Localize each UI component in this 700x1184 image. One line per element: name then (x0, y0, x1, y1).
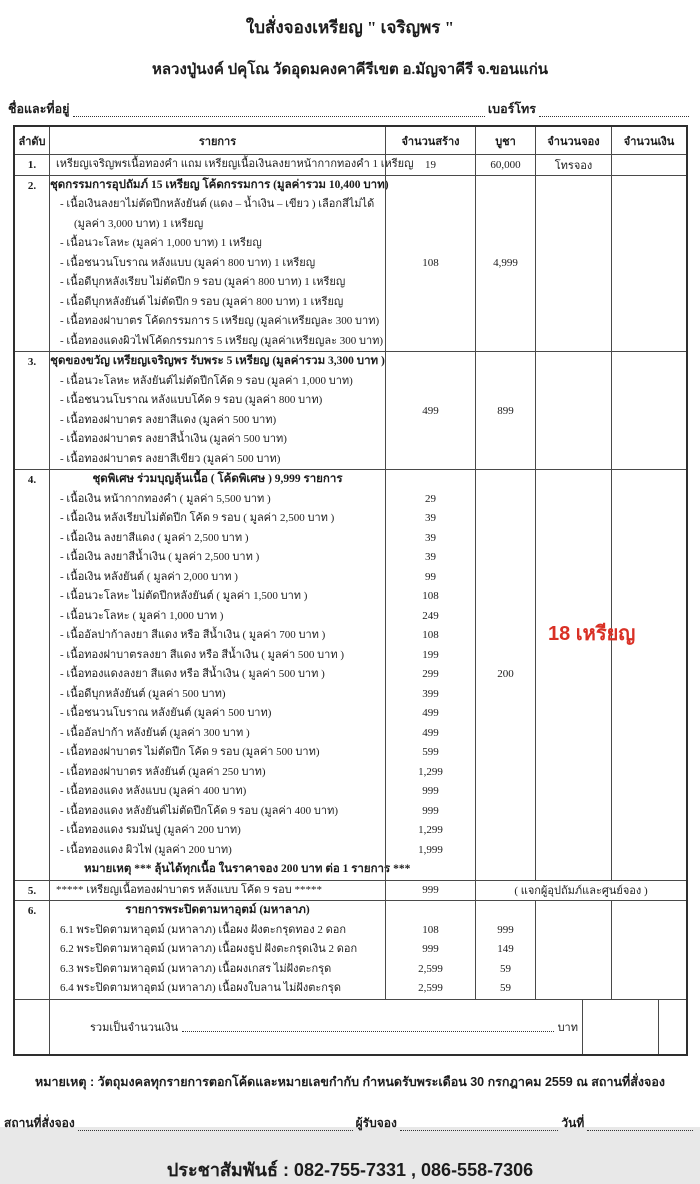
item-line: ชุดพิเศษ ร่วมบุญลุ้นเนื้อ ( โค้ดพิเศษ ) 9,999 รายการ (92, 473, 343, 485)
amount-cell (611, 176, 686, 352)
made-qty-cell: 108 (385, 176, 475, 352)
made-qty-cell (385, 901, 475, 999)
column-header: จำนวนสร้าง (385, 127, 475, 154)
price-value: 59 (500, 962, 511, 975)
price-cell: 60,000 (475, 155, 535, 175)
footer-note: หมายเหตุ : วัตถุมงคลทุกรายการตอกโค้ดและหมายเลขกำกับ กำหนดรับพระเดือน 30 กรกฎาคม 2559 ณ สถานที่สั่งจอง (35, 1074, 665, 1089)
item-line: - เนื้อเงิน หลังยันต์ ( มูลค่า 2,000 บาท ) (60, 570, 238, 583)
item-line: - เนื้อนวะโลหะ ( มูลค่า 1,000 บาท ) (60, 609, 224, 622)
table-row (15, 175, 686, 352)
item-line: - เนื้อทองแดงผิวไฟโค้ดกรรมการ 5 เหรียญ (มูลค่าเหรียญละ 300 บาท) (60, 334, 384, 347)
page-subtitle: หลวงปู่นงค์ ปคุโณ วัดอุดมคงคาคีรีเขต อ.มัญจาคีรี จ.ขอนแก่น (151, 62, 549, 78)
item-line: - เนื้อทองแดง หลังยันต์ไม่ตัดปีกโค้ด 9 รอบ (มูลค่า 400 บาท) (60, 804, 338, 817)
made-qty-value: 39 (425, 531, 436, 544)
name-address-field[interactable] (73, 104, 485, 117)
made-qty-value: 999 (422, 785, 439, 797)
row-number-cell: 5. (27, 884, 37, 897)
item-line: - เนื้อทองฝาบาตร ลงยาสีน้ำเงิน (มูลค่า 500 บาท) (60, 433, 287, 445)
item-line: - เนื้อนวะโลหะ ไม่ตัดปีกหลังยันต์ ( มูลค่า 1,500 บาท ) (60, 590, 308, 602)
made-qty-cell: 999 (385, 881, 475, 901)
price-value (476, 470, 535, 490)
made-qty-value: 1,999 (418, 843, 443, 856)
made-qty-value: 2,599 (418, 962, 443, 975)
item-line: - เนื้อทองแดงลงยา สีแดง หรือ สีน้ำเงิน ( มูลค่า 500 บาท ) (60, 668, 325, 680)
total-empty-cell (658, 1000, 686, 1054)
price-value (476, 685, 535, 705)
table-row (15, 900, 686, 999)
order-qty-cell (535, 176, 611, 352)
column-header: รายการ (49, 127, 385, 154)
item-line: ***** เหรียญเนื้อทองฝาบาตร หลังแบบ โค้ด 9 รอบ ***** (56, 883, 323, 896)
price-value (476, 607, 535, 627)
item-list-cell (49, 352, 385, 469)
item-line: - เนื้อทองฝาบาตร ลงยาสีแดง (มูลค่า 500 บาท) (60, 413, 277, 426)
item-line: หมายเหตุ *** ลุ้นได้ทุกเนื้อ ในราคาจอง 200 บาท ต่อ 1 รายการ *** (84, 863, 411, 875)
phone-field[interactable] (539, 104, 689, 117)
item-line: - เนื้อดีบุกหลังยันต์ ไม่ตัดปีก 9 รอบ (มูลค่า 800 บาท) 1 เหรียญ (60, 295, 344, 308)
item-line: 6.2 พระปิดตามหาอุตม์ (มหาลาภ) เนื้อผงธูป ฝังตะกรุดเงิน 2 ดอก (60, 943, 358, 955)
total-empty-cell (582, 1000, 658, 1054)
row-number-cell: 1. (27, 159, 37, 171)
made-qty-value: 99 (425, 570, 436, 583)
date-field[interactable] (587, 1118, 693, 1131)
item-line: - เนื้อทองฝาบาตร ลงยาสีเขียว (มูลค่า 500 บาท) (60, 452, 281, 465)
made-qty-value: 299 (422, 668, 439, 680)
give-away-note: ( แจกผู้อุปถัมภ์และศูนย์จอง ) (475, 881, 686, 901)
price-value (476, 704, 535, 724)
item-list-cell (49, 155, 414, 175)
phone-label: เบอร์โทร (487, 102, 536, 116)
item-line: - เนื้อชนวนโบราณ หลังแบบโค้ด 9 รอบ (มูลค่า 800 บาท) (60, 394, 323, 406)
item-line: - เนื้อดีบุกหลังยันต์ (มูลค่า 500 บาท) (60, 687, 226, 700)
item-line: - เนื้อทองแดง ผิวไฟ (มูลค่า 200 บาท) (60, 843, 232, 856)
made-qty-value: 399 (422, 687, 439, 700)
column-header: บูชา (475, 127, 535, 154)
receiver-label: ผู้รับจอง (355, 1115, 397, 1130)
item-line: - เนื้ออัลปาก้า หลังยันต์ (มูลค่า 300 บาท ) (60, 726, 250, 739)
made-qty-value: 499 (422, 726, 439, 739)
column-header: จำนวนจอง (535, 127, 611, 154)
item-line: - เนื้อเงิน ลงยาสีน้ำเงิน ( มูลค่า 2,500 บาท ) (60, 551, 260, 563)
item-line: เหรียญเจริญพรเนื้อทองคำ แถม เหรียญเนื้อเงินลงยาหน้ากากทองคำ 1 เหรียญ (56, 158, 414, 170)
made-qty-cell (385, 470, 475, 880)
amount-cell (611, 155, 686, 175)
item-line: - เนื้อชนวนโบราณ หลังยันต์ (มูลค่า 500 บาท) (60, 707, 272, 719)
made-qty-value: 108 (422, 923, 439, 936)
price-value (476, 821, 535, 841)
item-line: (มูลค่า 3,000 บาท) 1 เหรียญ (74, 217, 204, 230)
price-value (476, 782, 535, 802)
name-address-label: ชื่อและที่อยู่ (8, 102, 70, 116)
item-line: - เนื้อชนวนโบราณ หลังแบบ (มูลค่า 800 บาท) 1 เหรียญ (60, 256, 316, 269)
price-value (476, 509, 535, 529)
made-qty-value (386, 470, 475, 490)
made-qty-value: 108 (422, 629, 439, 641)
made-qty-cell: 499 (385, 352, 475, 469)
contact-phone-line: ประชาสัมพันธ์ : 082-755-7331 , 086-558-7306 (166, 1159, 534, 1180)
price-cell: 4,999 (475, 176, 535, 352)
price-cell (475, 470, 535, 880)
made-qty-value: 999 (422, 804, 439, 817)
item-line: 6.1 พระปิดตามหาอุตม์ (มหาลาภ) เนื้อผง ฝังตะกรุดทอง 2 ดอก (60, 923, 347, 936)
amount-cell (611, 352, 686, 469)
name-address-line (8, 99, 692, 119)
price-value: 149 (497, 943, 514, 955)
item-line: ชุดกรรมการอุปถัมภ์ 15 เหรียญ โค้ดกรรมการ (มูลค่ารวม 10,400 บาท) (50, 178, 389, 191)
item-line: - เนื้อทองฝาบาตร หลังยันต์ (มูลค่า 250 บาท) (60, 765, 266, 778)
table-row (15, 154, 686, 175)
table-row (15, 351, 686, 469)
total-row-number (15, 1000, 49, 1054)
price-value (476, 529, 535, 549)
row-number-cell: 4. (27, 474, 37, 486)
item-line: - เนื้อเงิน หลังเรียบไม่ตัดปีก โค้ด 9 รอบ ( มูลค่า 2,500 บาท ) (60, 512, 335, 524)
price-value (476, 901, 535, 921)
price-value (476, 490, 535, 510)
item-line: - เนื้อเงิน ลงยาสีแดง ( มูลค่า 2,500 บาท ) (60, 531, 249, 544)
table-row (15, 880, 686, 901)
price-value (476, 626, 535, 646)
item-line: - เนื้อนวะโลหะ หลังยันต์ไม่ตัดปีกโค้ด 9 รอบ (มูลค่า 1,000 บาท) (60, 374, 353, 387)
red-annotation: 18 เหรียญ (548, 623, 636, 645)
made-qty-value (386, 901, 475, 921)
price-cell (475, 901, 535, 999)
item-line: - เนื้อทองแดง หลังแบบ (มูลค่า 400 บาท) (60, 785, 247, 797)
order-qty-cell (535, 901, 611, 999)
made-qty-value: 999 (422, 943, 439, 955)
made-qty-value: 249 (422, 609, 439, 622)
receiver-field[interactable] (400, 1118, 559, 1131)
made-qty-value: 1,299 (418, 765, 443, 778)
order-qty-cell (535, 470, 611, 880)
row-number-cell: 2. (27, 179, 37, 192)
order-place-field[interactable] (78, 1118, 353, 1131)
price-value (476, 860, 535, 880)
made-qty-value: 108 (422, 590, 439, 602)
made-qty-value: 499 (422, 707, 439, 719)
signature-line (4, 1114, 696, 1133)
made-qty-value: 2,599 (418, 982, 443, 994)
price-value (476, 724, 535, 744)
row-number-cell: 6. (27, 905, 37, 917)
baht-label: บาท (557, 1021, 578, 1034)
item-line: ชุดของขวัญ เหรียญเจริญพร รับพระ 5 เหรียญ (มูลค่ารวม 3,300 บาท ) (50, 355, 385, 367)
item-line: - เนื้อทองฝาบาตร ไม่ตัดปีก โค้ด 9 รอบ (มูลค่า 500 บาท) (60, 746, 320, 758)
price-value (476, 587, 535, 607)
item-line: - เนื้อทองฝาบาตร โค้ดกรรมการ 5 เหรียญ (มูลค่าเหรียญละ 300 บาท) (60, 315, 380, 327)
price-value (476, 841, 535, 861)
total-amount-cell (49, 1000, 582, 1054)
item-list-cell (49, 881, 385, 901)
table-header-row (15, 127, 686, 154)
item-line: 6.3 พระปิดตามหาอุตม์ (มหาลาภ) เนื้อผงเกสร ไม่ฝังตะกรุด (60, 962, 332, 975)
made-qty-value: 39 (425, 512, 436, 524)
page-title: ใบสั่งจองเหรียญ " เจริญพร " (245, 18, 455, 37)
made-qty-cell: 19 (385, 155, 475, 175)
item-line: - เนื้อนวะโลหะ (มูลค่า 1,000 บาท) 1 เหรียญ (60, 237, 262, 249)
price-value (476, 568, 535, 588)
row-number-cell: 3. (27, 356, 37, 368)
item-line: - เนื้อดีบุกหลังเรียบ ไม่ตัดปีก 9 รอบ (มูลค่า 800 บาท) 1 เหรียญ (60, 276, 346, 288)
table-row (15, 469, 686, 880)
order-place-label: สถานที่สั่งจอง (4, 1115, 75, 1130)
price-cell: 899 (475, 352, 535, 469)
price-value (476, 763, 535, 783)
price-value (476, 646, 535, 666)
item-line: - เนื้ออัลปาก้าลงยา สีแดง หรือ สีน้ำเงิน ( มูลค่า 700 บาท ) (60, 629, 326, 641)
item-line: - เนื้อทองแดง รมมันปู (มูลค่า 200 บาท) (60, 824, 241, 836)
item-line: - เนื้อทองฝาบาตรลงยา สีแดง หรือ สีน้ำเงิน ( มูลค่า 500 บาท ) (60, 648, 345, 661)
item-list-cell (49, 470, 411, 880)
made-qty-value: 29 (425, 492, 436, 505)
made-qty-value: 39 (425, 551, 436, 563)
total-row (15, 999, 686, 1054)
item-list-cell (49, 901, 385, 999)
price-value: 200 (497, 668, 514, 680)
order-table (13, 125, 688, 1056)
made-qty-value: 199 (422, 648, 439, 661)
item-line: รายการพระปิดตามหาอุตม์ (มหาลาภ) (125, 904, 310, 916)
price-value (476, 743, 535, 763)
made-qty-value: 599 (422, 746, 439, 758)
item-line: - เนื้อเงินลงยาไม่ตัดปีกหลังยันต์ (แดง – น้ำเงิน – เขียว ) เลือกสีไม่ได้ (60, 198, 375, 210)
made-qty-value (386, 860, 475, 880)
item-line: - เนื้อเงิน หน้ากากทองคำ ( มูลค่า 5,500 บาท ) (60, 492, 271, 505)
order-qty-cell (535, 352, 611, 469)
price-value (476, 802, 535, 822)
item-line: 6.4 พระปิดตามหาอุตม์ (มหาลาภ) เนื้อผงใบลาน ไม่ฝังตะกรุด (60, 982, 341, 994)
made-qty-value: 1,299 (418, 824, 443, 836)
column-header: ลำดับ (18, 136, 46, 148)
date-label: วันที่ (561, 1115, 585, 1130)
price-value (476, 548, 535, 568)
price-value: 999 (497, 923, 514, 936)
column-header: จำนวนเงิน (611, 127, 686, 154)
item-list-cell (49, 176, 389, 352)
total-amount-field (182, 1021, 553, 1032)
total-label: รวมเป็นจำนวนเงิน (90, 1021, 179, 1034)
price-value: 59 (500, 982, 511, 994)
amount-cell (611, 901, 686, 999)
amount-cell (611, 470, 686, 880)
order-qty-cell: โทรจอง (535, 155, 611, 175)
